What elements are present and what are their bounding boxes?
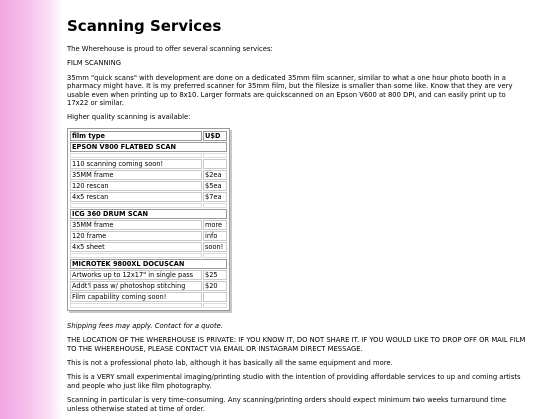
price-cell: $7ea bbox=[203, 192, 227, 202]
table-row bbox=[70, 220, 227, 230]
higher-quality-text: Higher quality scanning is available: bbox=[67, 113, 191, 122]
quick-scans-text: 35mm "quick scans" with development are done on a dedicated 35mm film scanner, similar to what a one hour photo booth in a pharmacy might have. It is my preferred scanner for 35mm film, but the filesize is smaller than some like. Know that they are very usable even when printing up to 8x10. Larger formats are quickscanned on an Epson V600 at 800 DPI, and can easily print up to 17x22 or similar. bbox=[67, 73, 513, 108]
film-cell: Addt'l pass w/ photoshop stitching bbox=[70, 281, 202, 291]
section-row bbox=[70, 209, 227, 219]
header-price: U$D bbox=[203, 131, 227, 141]
price-cell: soon! bbox=[203, 242, 227, 252]
table-row bbox=[70, 281, 227, 291]
table-row bbox=[70, 242, 227, 252]
film-scanning-heading: FILM SCANNING bbox=[67, 59, 121, 68]
spacer-row bbox=[70, 303, 227, 308]
section-icg-title: ICG 360 DRUM SCAN bbox=[70, 209, 227, 219]
page-content bbox=[67, 0, 527, 419]
price-cell: info bbox=[203, 231, 227, 241]
price-cell bbox=[203, 159, 227, 169]
section-row bbox=[70, 259, 227, 269]
film-cell: 110 scanning coming soon! bbox=[70, 159, 202, 169]
table-row bbox=[70, 231, 227, 241]
spacer-row bbox=[70, 253, 227, 258]
intro-text: The Wherehouse is proud to offer several scanning services: bbox=[67, 45, 273, 53]
price-cell: $5ea bbox=[203, 181, 227, 191]
table-row bbox=[70, 270, 227, 280]
pricing-table bbox=[67, 128, 230, 311]
spacer-row bbox=[70, 203, 227, 208]
film-cell: Artworks up to 12x17" in single pass bbox=[70, 270, 202, 280]
price-cell: $20 bbox=[203, 281, 227, 291]
spacer-row bbox=[70, 153, 227, 158]
header-film-type: film type bbox=[70, 131, 202, 141]
table-row bbox=[70, 159, 227, 169]
page-title: Scanning Services bbox=[67, 17, 222, 35]
film-cell: 35MM frame bbox=[70, 170, 202, 180]
time-note: Scanning in particular is very time-consuming. Any scanning/printing orders should expect minimum two weeks turnaround time unless otherwise stated at time of order. bbox=[67, 396, 507, 413]
location-note: THE LOCATION OF THE WHEREHOUSE IS PRIVATE: IF YOU KNOW IT, DO NOT SHARE IT. IF YOU WOULD LIKE TO DROP OFF OR MAIL FILM TO THE WHEREHOUSE, PLEASE CONTACT VIA EMAIL OR INSTAGRAM DIRECT MESSAGE. bbox=[67, 336, 526, 353]
film-cell: 4x5 rescan bbox=[70, 192, 202, 202]
film-cell: Film capability coming soon! bbox=[70, 292, 202, 302]
film-cell: 35MM frame bbox=[70, 220, 202, 230]
table-row bbox=[70, 181, 227, 191]
table-row bbox=[70, 292, 227, 302]
film-cell: 120 frame bbox=[70, 231, 202, 241]
price-cell bbox=[203, 292, 227, 302]
shipping-note: Shipping fees may apply. Contact for a quote. bbox=[67, 321, 223, 330]
price-cell: more bbox=[203, 220, 227, 230]
table-header-row bbox=[70, 131, 227, 141]
section-row bbox=[70, 142, 227, 152]
table-row bbox=[70, 192, 227, 202]
table-row bbox=[70, 170, 227, 180]
film-cell: 120 rescan bbox=[70, 181, 202, 191]
not-professional-note: This is not a professional photo lab, although it has basically all the same equipment and more. bbox=[67, 359, 393, 368]
price-cell: $25 bbox=[203, 270, 227, 280]
studio-note: This is a VERY small experimental imaging/printing studio with the intention of providing affordable services to up and coming artists and people who just like film photography. bbox=[67, 373, 521, 390]
section-epson-title: EPSON V800 FLATBED SCAN bbox=[70, 142, 227, 152]
film-cell: 4x5 sheet bbox=[70, 242, 202, 252]
price-cell: $2ea bbox=[203, 170, 227, 180]
section-microtek-title: MICROTEK 9800XL DOCUSCAN bbox=[70, 259, 227, 269]
